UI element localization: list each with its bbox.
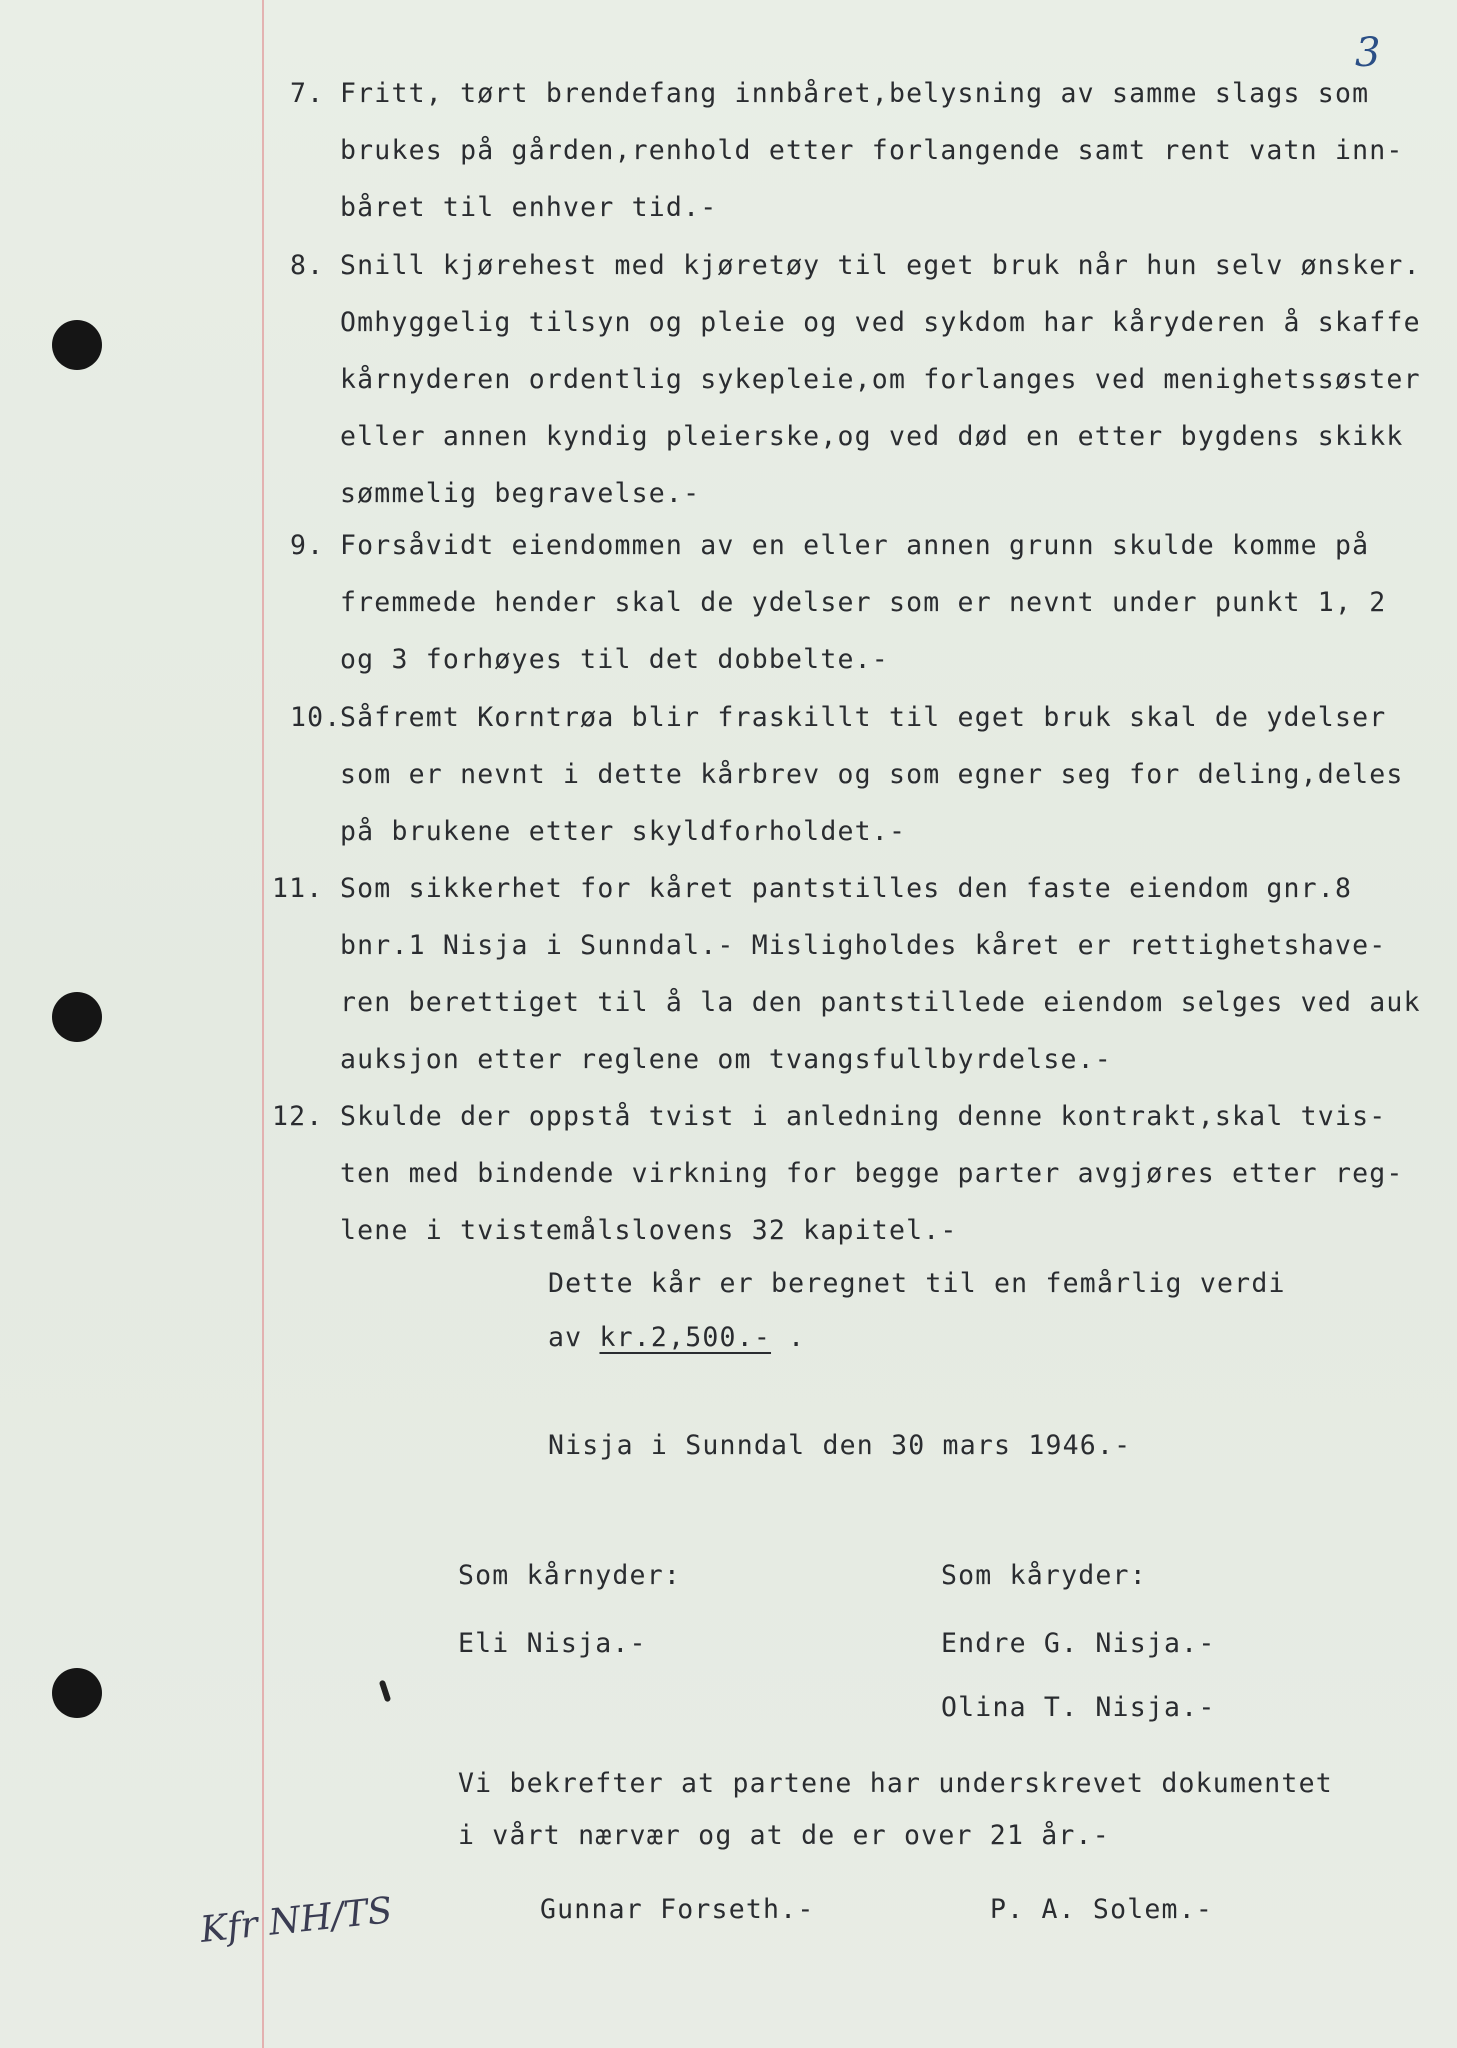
clause-line: auksjon etter reglene om tvangsfullbyrdelse.- <box>340 1044 1112 1075</box>
ink-mark <box>379 1680 392 1703</box>
clause-line: sømmelig begravelse.- <box>340 478 701 509</box>
clause-line: brukes på gården,renhold etter forlangende samt rent vatn inn- <box>340 135 1404 166</box>
left-signatory-label: Som kårnyder: <box>458 1560 682 1591</box>
punch-hole <box>52 320 102 370</box>
clause-line: Skulde der oppstå tvist i anledning denne kontrakt,skal tvis- <box>340 1101 1387 1132</box>
clause-line: Såfremt Korntrøa blir fraskillt til eget bruk skal de ydelser <box>340 702 1387 733</box>
witness-name: P. A. Solem.- <box>990 1894 1214 1925</box>
clause-line: Snill kjørehest med kjøretøy til eget bruk når hun selv ønsker. <box>340 250 1421 281</box>
clause-line: Fritt, tørt brendefang innbåret,belysning av samme slags som <box>340 78 1370 109</box>
clause-number: 12. <box>272 1101 324 1132</box>
right-signatory-label: Som kåryder: <box>941 1560 1147 1591</box>
clause-number: 7. <box>290 78 325 109</box>
left-signatory-name: Eli Nisja.- <box>458 1628 647 1659</box>
witness-line: i vårt nærvær og at de er over 21 år.- <box>458 1820 1110 1851</box>
clause-line: og 3 forhøyes til det dobbelte.- <box>340 644 889 675</box>
valuation-suffix: . <box>771 1322 806 1353</box>
valuation-prefix: av <box>548 1322 600 1353</box>
margin-note: Kfr NH/TS <box>198 1890 395 1951</box>
clause-line: eller annen kyndig pleierske,og ved død en etter bygdens skikk <box>340 421 1404 452</box>
clause-line: Omhyggelig tilsyn og pleie og ved sykdom har kåryderen å skaffe <box>340 307 1421 338</box>
clause-line: på brukene etter skyldforholdet.- <box>340 816 907 847</box>
clause-line: kårnyderen ordentlig sykepleie,om forlanges ved menighetssøster <box>340 364 1421 395</box>
right-signatory-name: Olina T. Nisja.- <box>941 1692 1216 1723</box>
margin-rule <box>262 0 264 2048</box>
clause-line: som er nevnt i dette kårbrev og som egner seg for deling,deles <box>340 759 1404 790</box>
valuation-line: Dette kår er beregnet til en femårlig verdi <box>548 1268 1286 1299</box>
page-number: 3 <box>1355 30 1381 76</box>
valuation-amount: kr.2,500.- <box>599 1322 772 1353</box>
right-signatory-name: Endre G. Nisja.- <box>941 1628 1216 1659</box>
clause-line: ren berettiget til å la den pantstillede eiendom selges ved auk <box>340 987 1421 1018</box>
date-line: Nisja i Sunndal den 30 mars 1946.- <box>548 1430 1132 1461</box>
clause-line: bnr.1 Nisja i Sunndal.- Misligholdes kåret er rettighetshave- <box>340 930 1387 961</box>
clause-line: fremmede hender skal de ydelser som er nevnt under punkt 1, 2 <box>340 587 1387 618</box>
clause-line: båret til enhver tid.- <box>340 192 718 223</box>
clause-line: Forsåvidt eiendommen av en eller annen grunn skulde komme på <box>340 530 1370 561</box>
punch-hole <box>52 992 102 1042</box>
clause-line: lene i tvistemålslovens 32 kapitel.- <box>340 1215 958 1246</box>
clause-line: ten med bindende virkning for begge parter avgjøres etter reg- <box>340 1158 1404 1189</box>
valuation-amount-line <box>548 1322 805 1353</box>
clause-line: Som sikkerhet for kåret pantstilles den faste eiendom gnr.8 <box>340 873 1353 904</box>
witness-name: Gunnar Forseth.- <box>540 1894 815 1925</box>
clause-number: 10. <box>290 702 342 733</box>
clause-number: 9. <box>290 530 325 561</box>
witness-line: Vi bekrefter at partene har underskrevet dokumentet <box>458 1768 1333 1799</box>
clause-number: 8. <box>290 250 325 281</box>
punch-hole <box>52 1668 102 1718</box>
clause-number: 11. <box>272 873 324 904</box>
